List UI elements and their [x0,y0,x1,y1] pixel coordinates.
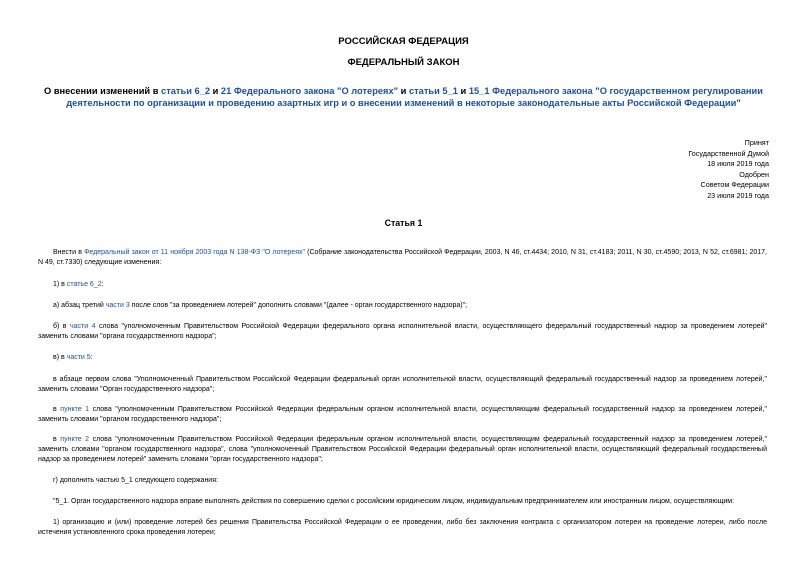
clause-1-link[interactable]: пункте 1 [60,406,90,413]
para-text: в [53,436,61,443]
clause-2-link[interactable]: пункте 2 [60,436,90,443]
item-v-1: в абзаце первом слова "Уполномоченный Правительством Российской Федерации федеральный орган исполнительной власти, осуществляющий федеральный государственный надзор за проведением лотерей," заменить словами "Орган государственного надзора"; [38,376,767,394]
title-text: и [457,86,469,96]
title-link-21[interactable]: 21 Федерального закона "О лотереях" [220,86,399,96]
approved-label: Одобрен [739,169,769,179]
law-title [40,85,767,109]
para-text: слова "уполномоченным Правительством Российской Федерации федеральным органом исполнительной власти, осуществляющим федеральный государственный надзор за проведением лотерей," заменить словами "органом государственного надзора"; [38,406,768,424]
title-text: и [398,86,409,96]
title-link-6-2[interactable]: статьи 6_2 [161,86,211,96]
para-text: слова "уполномоченным Правительством Российской Федерации федеральным органом исполнительной власти, осуществляющим федеральный государственный надзор за проведением лотерей," заменить словами "органом государственного надзора", слова "уполномоченный Правительством Российской Федерации федеральный орган исполнительной власти, осуществляющий федеральный государственный надзор за проведением лотерей" заменить словами "орган государственного надзора"; [38,436,768,464]
law-138-link[interactable]: Федеральный закон от 11 ноября 2003 года N 138-ФЗ "О лотереях" [84,249,305,256]
item-1 [38,280,767,290]
para-text: а) абзац третий [53,302,106,309]
para-text: : [101,281,104,288]
item-b [38,322,767,342]
para-text: в [53,406,61,413]
adopted-date: 18 июля 2019 года [707,159,769,168]
para-text: после слов "за проведением лотерей" дополнить словами "(далее - орган государственного надзора)"; [129,302,468,309]
adoption-block [688,138,769,201]
adopted-by: Государственной Думой [688,148,769,158]
country-heading: РОССИЙСКАЯ ФЕДЕРАЦИЯ [338,36,469,47]
approved-by: Советом Федерации [700,180,769,189]
adopted-label: Принят [744,138,769,147]
item-v [38,353,767,363]
title-text: О внесении изменений в [44,86,162,96]
para-text: б) в [53,323,70,330]
title-link-15-1[interactable]: 15_1 Федерального закона "О государственном регулировании деятельности по организации и проведению азартных игр и о внесении изменений в некоторые законодательные акты Российской Федерации" [66,86,763,108]
part-5-1-item-1: 1) организацию и (или) проведение лотерей без решения Правительства Российской Федерации о ее проведении, либо без заключения контракта с организатором лотереи на проведение лотереи, либо после истечения установленного срока проведения лотереи; [38,519,767,537]
para-text: в) в [53,354,67,361]
article-intro [38,248,767,268]
item-v-2 [38,405,767,425]
item-a [38,301,767,311]
part-3-link[interactable]: части 3 [105,302,130,309]
part-4-link[interactable]: части 4 [70,323,96,330]
para-text: слова "уполномоченным Правительством Российской Федерации федерального органа исполнительной власти, осуществляющего федеральный государственный надзор за проведением лотерей" заменить словами "органа государственного надзора"; [38,323,767,341]
para-text: (Собрание законодательства Российской Федерации, 2003, N 46, ст.4434; 2010, N 31, ст.4183; 2011, N 30, ст.4590; 2013, N 52, ст.6981; 2017, N 49, ст.7330) следующие изменения: [38,249,767,267]
approved-date: 23 июля 2019 года [707,190,769,200]
article-6-2-link[interactable]: статье 6_2 [66,281,102,288]
item-v-3 [38,435,767,466]
part-5-link[interactable]: части 5 [66,354,91,361]
doc-type-heading: ФЕДЕРАЛЬНЫЙ ЗАКОН [347,57,460,68]
part-5-1-text: "5_1. Орган государственного надзора вправе выполнять действия по совершению сделки с российским юридическим лицом, индивидуальным предпринимателем или иностранным лицом, осуществляющим: [53,498,735,505]
para-text: 1) в [53,281,67,288]
para-text: : [90,354,93,361]
para-text: Внести в [53,249,85,256]
item-g: г) дополнить частью 5_1 следующего содержания: [53,477,218,484]
title-link-5-1[interactable]: статьи 5_1 [408,86,458,96]
title-text: и [210,86,221,96]
article-heading: Статья 1 [384,218,423,228]
